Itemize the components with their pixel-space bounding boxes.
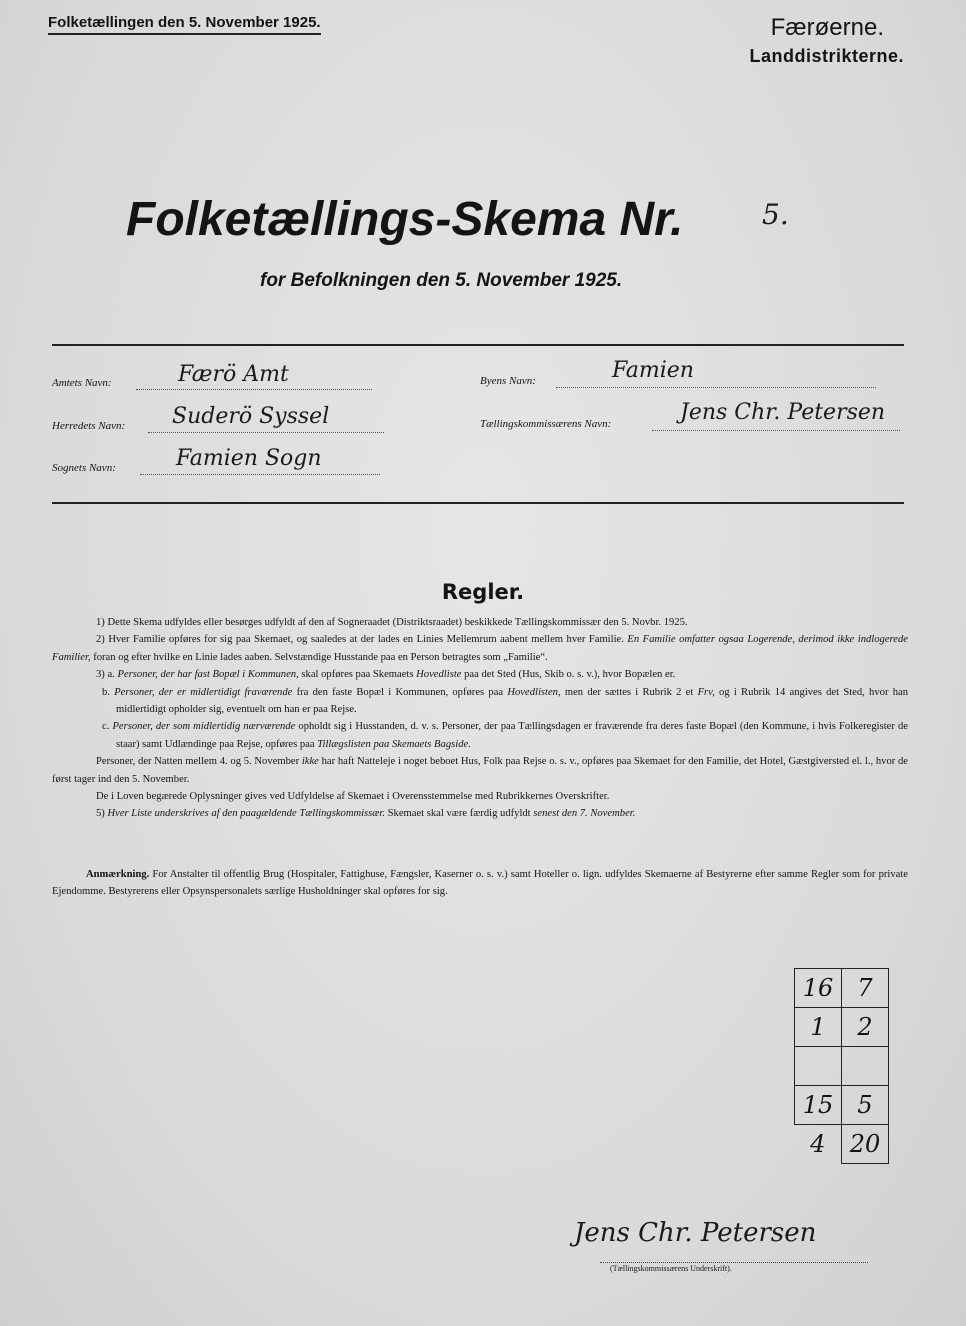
note-label: Anmærkning. <box>86 869 150 880</box>
rule-3b-em2: Hovedlisten, <box>507 686 561 698</box>
rule-5-em: Hver Liste underskrives af den paagældende Tællingskommissær. <box>107 808 385 820</box>
herred-label: Herredets Navn: <box>52 420 126 432</box>
rule-3b-em: Personer, der er midlertidigt fraværende <box>114 686 293 698</box>
rule-3a <box>52 666 908 683</box>
rule-3b-text: fra den faste Bopæl i Kommunen, opføres paa <box>292 686 508 698</box>
form-subtitle: for Befolkningen den 5. November 1925. <box>260 270 623 291</box>
tally-cell <box>795 1047 842 1086</box>
kommissaer-line <box>652 430 900 431</box>
rule-3a-em2: Hovedliste <box>416 669 462 681</box>
tally-row <box>795 1008 889 1047</box>
sogn-line <box>140 474 380 475</box>
rule-2 <box>52 631 908 666</box>
kommissaer-value: Jens Chr. Petersen <box>680 400 886 425</box>
bottom-divider <box>52 502 904 504</box>
amt-line <box>136 389 372 390</box>
rule-3c-num: c. <box>102 721 113 733</box>
rule-4: De i Loven begærede Oplysninger gives ved Udfyldelse af Skemaet i Overensstemmelse med Rubrikkernes Overskrifter. <box>96 791 610 803</box>
rule-1: 1) Dette Skema udfyldes eller besørges udfyldt af den af Sogneraadet (Distriktsraadet) beskikkede Tællingskommissær den 5. Novbr. 1925. <box>96 617 688 628</box>
rule-5-text: Skemaet skal være færdig udfyldt <box>384 808 534 820</box>
signature-label: (Tællingskommissærens Underskrift). <box>610 1264 732 1273</box>
herred-value: Suderö Syssel <box>172 404 330 429</box>
rule-3a-num: 3) a. <box>96 669 118 681</box>
amt-value: Færö Amt <box>178 362 289 387</box>
rule-2-text-a: 2) Hver Familie opføres for sig paa Skemaet, og saaledes at der lades en Linies Mellemrum aabent mellem hver Familie. <box>96 634 628 646</box>
by-line <box>556 387 876 388</box>
tally-row <box>795 1086 889 1125</box>
top-divider <box>52 344 904 346</box>
rule-3b-text2: men der sættes i Rubrik 2 et <box>560 686 698 698</box>
rule-3c <box>52 718 908 753</box>
rule-2-emphasis: En Familie omfatter ogsaa Logerende, derimod ikke indlogerede Familier, <box>52 634 908 663</box>
tally-cell: 7 <box>842 969 889 1008</box>
rule-5 <box>52 805 908 822</box>
form-title: Folketællings-Skema Nr. <box>126 193 684 246</box>
rules-body <box>52 614 908 823</box>
tally-cell: 4 <box>795 1125 842 1164</box>
rule-3b <box>52 684 908 719</box>
rule-3a-em: Personer, der har fast Bopæl i Kommunen, <box>117 669 299 681</box>
rule-3d-em: ikke <box>301 756 319 768</box>
signature-line <box>600 1262 868 1263</box>
herred-line <box>148 432 384 433</box>
rule-3d-text2: har haft Natteleje i noget beboet Hus, Folk paa Rejse o. s. v., opføres paa Skemaet for den Familie, det Hotel, Gæstgiversted el. l., hvor de først tager ind den 5. November. <box>52 756 908 785</box>
rule-3b-num: b. <box>102 686 115 698</box>
rule-3b-em3: Frv, <box>697 686 715 698</box>
tally-cell <box>842 1047 889 1086</box>
rule-3a-text: skal opføres paa Skemaets <box>298 669 417 681</box>
note-section <box>52 866 908 901</box>
by-value: Famien <box>612 358 694 383</box>
kommissaer-label: Tællingskommissærens Navn: <box>480 418 612 430</box>
tally-row <box>795 1047 889 1086</box>
rule-2-text-c: foran og efter hvilke en Linie lades aaben. Selvstændige Husstande paa en Person betragtes som „Familie“. <box>90 651 548 663</box>
amt-label: Amtets Navn: <box>52 377 112 389</box>
by-label: Byens Navn: <box>480 375 536 387</box>
tally-cell: 1 <box>795 1008 842 1047</box>
rule-5-num: 5) <box>96 808 108 820</box>
tally-table <box>794 968 889 1164</box>
tally-cell: 15 <box>795 1086 842 1125</box>
rule-3d-text: Personer, der Natten mellem 4. og 5. November <box>96 756 302 768</box>
note-paragraph <box>52 866 908 901</box>
tally-cell: 16 <box>795 969 842 1008</box>
rule-3c-text: opholdt sig i Husstanden, d. v. s. Personer, der paa Tællingsdagen er fraværende fra deres faste Bopæl (den Kommune, i hvis Folkeregister de staar) samt Udlændinge paa Rejse, opføres paa <box>116 721 908 750</box>
tally-row <box>795 969 889 1008</box>
rule-3c-em: Personer, der som midlertidig nærværende <box>112 721 296 733</box>
region-header: Færøerne. <box>770 14 884 41</box>
rule-5-em2: senest den 7. November. <box>533 808 636 820</box>
tally-cell: 5 <box>842 1086 889 1125</box>
rules-title: Regler. <box>441 580 525 604</box>
sogn-value: Famien Sogn <box>176 446 322 471</box>
district-header: Landdistrikterne. <box>749 46 904 66</box>
tally-cell: 2 <box>842 1008 889 1047</box>
census-date-header: Folketællingen den 5. November 1925. <box>48 14 321 35</box>
tally-cell: 20 <box>842 1125 889 1164</box>
rule-3d <box>52 753 908 788</box>
rule-3a-text2: paa det Sted (Hus, Skib o. s. v.), hvor Bopælen er. <box>461 669 676 681</box>
note-text: For Anstalter til offentlig Brug (Hospitaler, Fattighuse, Fængsler, Kaserner o. s. v.) samt Hoteller o. lign. udfyldes Skemaerne af Bestyrerne efter samme Regler som for private Ejendomme. Bestyrerens eller Opsynspersonalets særlige Husholdninger skal opføres for sig. <box>52 869 908 898</box>
signature: Jens Chr. Petersen <box>574 1218 817 1248</box>
tally-row <box>795 1125 889 1164</box>
sogn-label: Sognets Navn: <box>52 462 116 474</box>
rule-3b-text3: og i Rubrik 14 angives det Sted, hvor han midlertidigt opholder sig, eventuelt om han er paa Rejse. <box>116 686 909 716</box>
rule-3c-em2: Tillægslisten paa Skemaets Bagside. <box>317 738 471 750</box>
form-number: 5. <box>762 198 789 231</box>
